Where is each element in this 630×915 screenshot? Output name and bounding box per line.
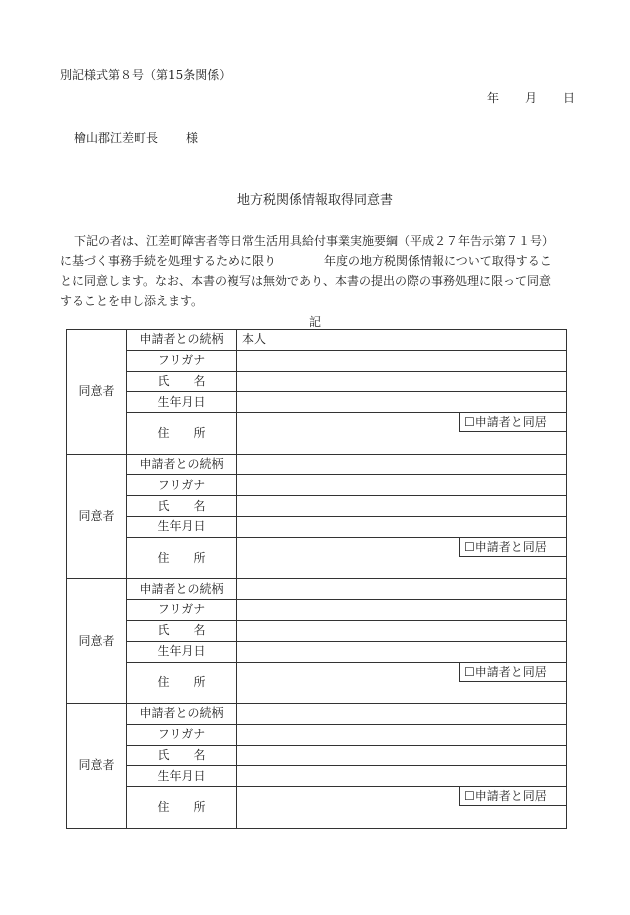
furigana-field[interactable] — [237, 600, 567, 621]
paragraph-line-2: に基づく事務手続を処理するために限り 年度の地方税関係情報について取得するこ — [60, 254, 552, 268]
relation-field[interactable] — [237, 579, 567, 600]
ki-heading: 記 — [308, 315, 321, 329]
table-row — [67, 662, 567, 704]
birthdate-field[interactable] — [237, 641, 567, 662]
relation-label: 申請者との続柄 — [127, 579, 237, 600]
address-field[interactable] — [237, 662, 567, 704]
address-field[interactable] — [237, 787, 567, 829]
consenter-group-label: 同意者 — [67, 330, 127, 455]
paragraph-line-3: とに同意します。なお、本書の複写は無効であり、本書の提出の際の事務処理に限って同意 — [60, 274, 552, 288]
table-row — [67, 454, 567, 475]
relation-label: 申請者との続柄 — [127, 704, 237, 725]
address-field[interactable] — [237, 537, 567, 579]
birthdate-field[interactable] — [237, 766, 567, 787]
table-row — [67, 724, 567, 745]
consent-table — [66, 329, 567, 829]
cohabit-checkbox[interactable]: ☐申請者と同居 — [459, 413, 567, 433]
consenter-group-label: 同意者 — [67, 704, 127, 829]
relation-label: 申請者との続柄 — [127, 454, 237, 475]
address-label: 住 所 — [127, 537, 237, 579]
name-label: 氏 名 — [127, 620, 237, 641]
name-label: 氏 名 — [127, 371, 237, 392]
consenter-group-label: 同意者 — [67, 579, 127, 704]
address-label: 住 所 — [127, 787, 237, 829]
name-field[interactable] — [237, 371, 567, 392]
table-row — [67, 537, 567, 579]
birthdate-field[interactable] — [237, 517, 567, 538]
table-row — [67, 496, 567, 517]
name-field[interactable] — [237, 745, 567, 766]
cohabit-checkbox[interactable]: ☐申請者と同居 — [459, 662, 567, 682]
address-field[interactable] — [237, 413, 567, 455]
document-title: 地方税関係情報取得同意書 — [236, 193, 393, 208]
furigana-field[interactable] — [237, 724, 567, 745]
name-field[interactable] — [237, 620, 567, 641]
table-row — [67, 787, 567, 829]
table-row — [67, 766, 567, 787]
relation-field[interactable] — [237, 704, 567, 725]
furigana-field[interactable] — [237, 475, 567, 496]
cohabit-checkbox[interactable]: ☐申請者と同居 — [459, 537, 567, 557]
table-row — [67, 641, 567, 662]
table-row — [67, 330, 567, 351]
name-label: 氏 名 — [127, 745, 237, 766]
table-row — [67, 579, 567, 600]
table-row — [67, 745, 567, 766]
addressee — [74, 129, 199, 146]
relation-field[interactable] — [237, 454, 567, 475]
furigana-label: フリガナ — [127, 350, 237, 371]
address-label: 住 所 — [127, 413, 237, 455]
address-label: 住 所 — [127, 662, 237, 704]
relation-value[interactable]: 本人 — [237, 330, 567, 351]
addressee-honorific: 様 — [186, 131, 199, 145]
table-row — [67, 517, 567, 538]
name-label: 氏 名 — [127, 496, 237, 517]
birthdate-label: 生年月日 — [127, 392, 237, 413]
birthdate-field[interactable] — [237, 392, 567, 413]
date-year-label: 年 — [487, 91, 500, 105]
paragraph-line-4: することを申し添えます。 — [60, 294, 204, 308]
table-row — [67, 350, 567, 371]
date-month-label: 月 — [525, 91, 538, 105]
relation-label: 申請者との続柄 — [127, 330, 237, 351]
addressee-name: 檜山郡江差町長 — [74, 131, 159, 145]
table-row — [67, 371, 567, 392]
form-number: 別記様式第８号（第15条関係） — [60, 68, 232, 82]
table-row — [67, 600, 567, 621]
table-row — [67, 392, 567, 413]
birthdate-label: 生年月日 — [127, 641, 237, 662]
birthdate-label: 生年月日 — [127, 517, 237, 538]
name-field[interactable] — [237, 496, 567, 517]
table-row — [67, 704, 567, 725]
date-day-label: 日 — [563, 91, 576, 105]
birthdate-label: 生年月日 — [127, 766, 237, 787]
furigana-label: フリガナ — [127, 724, 237, 745]
table-row — [67, 620, 567, 641]
furigana-label: フリガナ — [127, 600, 237, 621]
furigana-field[interactable] — [237, 350, 567, 371]
paragraph-line-1: 下記の者は、江差町障害者等日常生活用具給付事業実施要綱（平成２７年告示第７１号） — [74, 234, 555, 248]
table-row — [67, 475, 567, 496]
furigana-label: フリガナ — [127, 475, 237, 496]
cohabit-checkbox[interactable]: ☐申請者と同居 — [459, 787, 567, 807]
table-row — [67, 413, 567, 455]
consenter-group-label: 同意者 — [67, 454, 127, 579]
